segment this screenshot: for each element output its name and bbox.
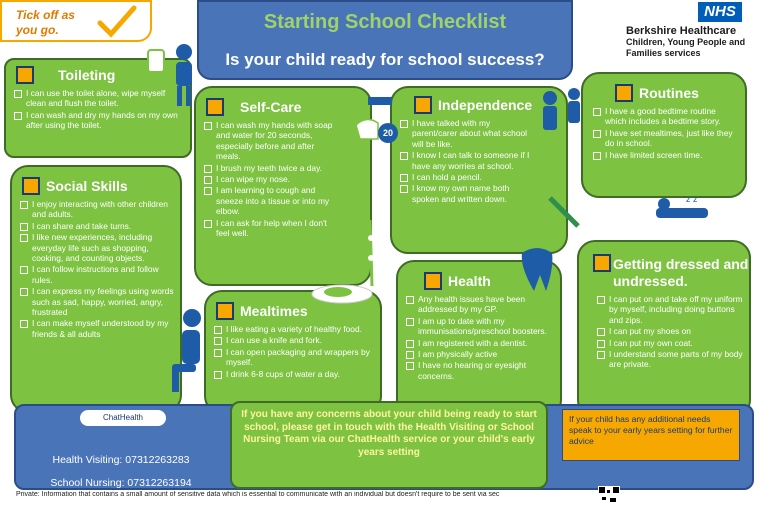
mealtimes-title: Mealtimes <box>240 303 308 319</box>
toileting-title: Toileting <box>58 67 116 83</box>
independence-checkbox[interactable] <box>414 96 432 114</box>
list-item[interactable]: I can wipe my nose. <box>204 174 334 184</box>
page-subtitle: Is your child ready for school success? <box>225 50 545 69</box>
org-line2: Children, Young People and <box>626 37 746 47</box>
health-title: Health <box>448 273 491 289</box>
nhs-logo: NHS <box>698 2 742 22</box>
list-item[interactable]: I drink 6-8 cups of water a day. <box>214 369 374 379</box>
mealtimes-checkbox[interactable] <box>216 302 234 320</box>
org-name <box>626 26 766 59</box>
list-item[interactable]: I have set mealtimes, just like they do in school. <box>593 128 739 149</box>
social-header <box>22 177 180 195</box>
list-item[interactable]: I like eating a variety of healthy food. <box>214 324 374 334</box>
selfcare-title: Self-Care <box>240 99 302 115</box>
health-visiting-number[interactable]: Health Visiting: 07312263283 <box>52 454 190 466</box>
list-item[interactable]: I can follow instructions and follow rules. <box>20 264 174 285</box>
list-item[interactable]: I can put my shoes on <box>597 326 743 336</box>
list-item[interactable]: Any health issues have been addressed by my GP. <box>406 294 554 315</box>
list-item[interactable]: I can make myself understood by my friends & all adults <box>20 318 174 339</box>
list-item[interactable]: I enjoy interacting with other children and adults. <box>20 199 174 220</box>
growth-chart-icon <box>356 218 386 288</box>
org-line3: Families services <box>626 48 701 58</box>
mealtimes-list <box>206 324 380 379</box>
concern-message: If you have any concerns about your child being ready to start school, please get in touch with the Health Visiting or School Nursing Team via our ChatHealth service or your child's early years setting <box>230 401 548 489</box>
tick-off-text: Tick off as you go. <box>16 8 75 37</box>
list-item[interactable]: I have talked with my parent/carer about what school will be like. <box>400 118 536 149</box>
list-item[interactable]: I can put my own coat. <box>597 338 743 348</box>
list-item[interactable]: I can hold a pencil. <box>400 172 536 182</box>
chathealth-logo: ChatHealth <box>80 410 166 426</box>
list-item[interactable]: I can open packaging and wrappers by myself. <box>214 347 374 368</box>
page-title: Starting School Checklist <box>263 11 507 33</box>
social-title: Social Skills <box>46 178 128 194</box>
list-item[interactable]: I am physically active <box>406 349 554 359</box>
list-item[interactable]: I know my own name both spoken and written down. <box>400 183 536 204</box>
mealtimes-card <box>204 290 382 414</box>
list-item[interactable]: I can share and take turns. <box>20 221 174 231</box>
list-item[interactable]: I can use a knife and fork. <box>214 335 374 345</box>
social-list <box>12 199 180 339</box>
tooth-icon <box>518 245 556 295</box>
routines-card <box>581 72 747 198</box>
list-item[interactable]: I can put on and take off my uniform by myself, including doing buttons and zips. <box>597 294 743 325</box>
mealtimes-header <box>216 302 380 320</box>
dressed-title: Getting dressed and undressed. <box>613 256 749 289</box>
list-item[interactable]: I am learning to cough and sneeze into a tissue or into my elbow. <box>204 185 334 216</box>
qr-code-icon[interactable] <box>598 486 620 506</box>
list-item[interactable]: I brush my teeth twice a day. <box>204 163 334 173</box>
pencil-icon <box>548 196 582 232</box>
list-item[interactable]: I know I can talk to someone if I have any worries at school. <box>400 150 536 171</box>
dressed-checkbox[interactable] <box>593 254 611 272</box>
selfcare-list <box>196 120 370 238</box>
routines-list <box>583 106 745 160</box>
list-item[interactable]: I can wash my hands with soap and water for 20 seconds, especially before and after meals. <box>204 120 334 162</box>
list-item[interactable]: I am up to date with my immunisations/preschool boosters. <box>406 316 554 337</box>
independence-title: Independence <box>438 97 533 113</box>
health-checkbox[interactable] <box>424 272 442 290</box>
list-item[interactable]: I have a good bedtime routine which includes a bedtime story. <box>593 106 739 127</box>
routines-title: Routines <box>639 85 699 101</box>
privacy-footer: Private: Information that contains a small amount of sensitive data which is essential to communicate with an individual but doesn't require to be sent via sec <box>16 491 500 498</box>
svg-text:z z: z z <box>686 194 698 204</box>
children-holding-hands-icon <box>536 84 586 154</box>
routines-checkbox[interactable] <box>615 84 633 102</box>
sleeping-child-icon <box>652 190 712 226</box>
self-care-card <box>194 86 372 286</box>
list-item[interactable]: I like new experiences, including everyday life such as shopping, cooking, and counting objects. <box>20 232 174 263</box>
getting-dressed-card <box>577 240 751 418</box>
social-checkbox[interactable] <box>22 177 40 195</box>
twenty-seconds-badge: 20 <box>378 123 398 143</box>
toileting-checkbox[interactable] <box>16 66 34 84</box>
list-item[interactable]: I can ask for help when I don't feel well. <box>204 218 334 239</box>
dressed-list <box>579 294 749 370</box>
routines-header <box>615 84 745 102</box>
toilet-child-icon <box>140 40 202 110</box>
list-item[interactable]: I am registered with a dentist. <box>406 338 554 348</box>
list-item[interactable]: I understand some parts of my body are private. <box>597 349 743 370</box>
dressed-header <box>593 254 749 290</box>
social-skills-card <box>10 165 182 413</box>
list-item[interactable]: I can use the toilet alone, wipe myself clean and flush the toilet. <box>14 88 184 109</box>
school-nursing-number[interactable]: School Nursing: 07312263194 <box>50 477 192 489</box>
org-line1: Berkshire Healthcare <box>626 25 737 37</box>
list-item[interactable]: I can wash and dry my hands on my own after using the toilet. <box>14 110 184 131</box>
list-item[interactable]: I can express my feelings using words such as sad, happy, worried, angry, frustrated <box>20 286 174 317</box>
list-item[interactable]: I have no hearing or eyesight concerns. <box>406 360 554 381</box>
child-sitting-icon <box>168 308 208 398</box>
title-banner <box>197 0 573 80</box>
health-list <box>398 294 560 381</box>
checkmark-icon <box>96 5 138 39</box>
selfcare-checkbox[interactable] <box>206 98 224 116</box>
selfcare-header <box>206 98 370 116</box>
list-item[interactable]: I have limited screen time. <box>593 150 739 160</box>
tick-off-box <box>0 0 152 42</box>
additional-needs-note: If your child has any additional needs speak to your early years setting for further advice <box>562 409 740 461</box>
